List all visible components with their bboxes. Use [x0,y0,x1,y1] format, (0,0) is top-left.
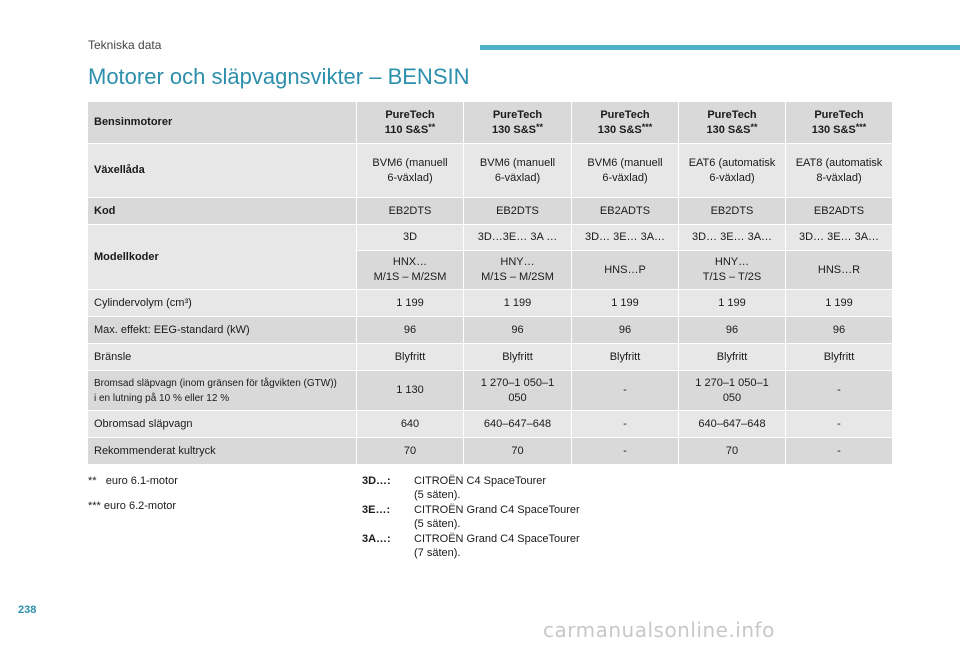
table-cell: EB2DTS [464,198,572,225]
code-value: CITROËN Grand C4 SpaceTourer (5 säten). [414,504,580,530]
row-label: Modellkoder [88,225,357,290]
table-row-unbraked-trailer [88,411,893,438]
table-cell: - [786,411,893,438]
engine-header: PureTech 130 S&S*** [786,102,893,144]
table-cell: 96 [464,317,572,344]
table-cell: - [572,371,679,411]
table-cell: 1 199 [464,290,572,317]
table-cell: EB2ADTS [786,198,893,225]
code-row [362,503,614,532]
table-cell: 1 199 [357,290,464,317]
code-key: 3D…: [362,475,391,487]
table-cell: 70 [357,438,464,465]
table-cell: - [572,411,679,438]
table-cell: 96 [572,317,679,344]
code-row [362,532,614,561]
table-cell: - [572,438,679,465]
page-title: Motorer och släpvagnsvikter – BENSIN [88,64,470,89]
table-cell: HNS…P [572,251,679,290]
watermark: carmanualsonline.info [543,618,775,642]
table-cell: EB2DTS [679,198,786,225]
row-label: Kod [88,198,357,225]
table-cell: 1 199 [786,290,893,317]
table-cell: 3D… 3E… 3A… [679,225,786,251]
corner-label: Bensinmotorer [88,102,357,144]
table-row-gearbox [88,144,893,198]
table-cell: BVM6 (manuell 6-växlad) [572,144,679,198]
table-cell: Blyfritt [357,344,464,371]
table-cell: Blyfritt [786,344,893,371]
table-cell: Blyfritt [572,344,679,371]
row-label: Obromsad släpvagn [88,411,357,438]
code-key: 3A…: [362,533,391,545]
footnotes [88,473,178,523]
table-cell: 70 [464,438,572,465]
table-cell: 640–647–648 [679,411,786,438]
table-cell: HNX… M/1S – M/2SM [357,251,464,290]
table-cell: 3D… 3E… 3A… [786,225,893,251]
page-number: 238 [18,604,37,616]
table-cell: - [786,371,893,411]
code-row [362,474,614,503]
row-label: Cylindervolym (cm³) [88,290,357,317]
engine-header: PureTech 110 S&S** [357,102,464,144]
table-row-braked-trailer [88,371,893,411]
table-cell: EAT8 (automatisk 8-växlad) [786,144,893,198]
table-cell: 1 270–1 050–1 050 [464,371,572,411]
row-label: Växellåda [88,144,357,198]
table-cell: EB2DTS [357,198,464,225]
table-cell: Blyfritt [464,344,572,371]
row-label: Bromsad släpvagn (inom gränsen för tågvikten (GTW)) i en lutning på 10 % eller 12 % [88,371,357,411]
engine-header: PureTech 130 S&S** [679,102,786,144]
table-row-modellkoder [88,225,893,251]
table-cell: 640 [357,411,464,438]
table-cell: EAT6 (automatisk 6-växlad) [679,144,786,198]
row-label: Max. effekt: EEG-standard (kW) [88,317,357,344]
table-header-row [88,102,893,144]
table-cell: BVM6 (manuell 6-växlad) [464,144,572,198]
code-key: 3E…: [362,504,391,516]
table-cell: 96 [679,317,786,344]
table-cell: 96 [786,317,893,344]
table-cell: 1 199 [679,290,786,317]
row-label: Bränsle [88,344,357,371]
footnote: ** euro 6.1-motor [88,475,178,487]
table-cell: 3D…3E… 3A … [464,225,572,251]
table-cell: HNS…R [786,251,893,290]
code-value: CITROËN Grand C4 SpaceTourer (7 säten). [414,533,580,559]
model-code-legend [362,474,614,561]
table-cell: 1 270–1 050–1 050 [679,371,786,411]
table-cell: EB2ADTS [572,198,679,225]
table-cell: HNY… M/1S – M/2SM [464,251,572,290]
table-row-kod [88,198,893,225]
code-value: CITROËN C4 SpaceTourer (5 säten). [414,475,547,501]
table-cell: 70 [679,438,786,465]
table-cell: 3D… 3E… 3A… [572,225,679,251]
section-label: Tekniska data [88,38,162,52]
table-cell: BVM6 (manuell 6-växlad) [357,144,464,198]
header-bar [480,45,960,50]
row-label: Rekommenderat kultryck [88,438,357,465]
specs-table [87,101,893,465]
table-cell: - [786,438,893,465]
table-cell: Blyfritt [679,344,786,371]
table-row-ball-pressure [88,438,893,465]
table-row-power [88,317,893,344]
table-cell: 3D [357,225,464,251]
table-cell: 1 199 [572,290,679,317]
table-cell: 1 130 [357,371,464,411]
table-cell: 640–647–648 [464,411,572,438]
table-cell: 96 [357,317,464,344]
footnote: *** euro 6.2-motor [88,500,177,512]
table-row-fuel [88,344,893,371]
engine-header: PureTech 130 S&S*** [572,102,679,144]
engine-header: PureTech 130 S&S** [464,102,572,144]
table-row-cylinder [88,290,893,317]
table-cell: HNY… T/1S – T/2S [679,251,786,290]
